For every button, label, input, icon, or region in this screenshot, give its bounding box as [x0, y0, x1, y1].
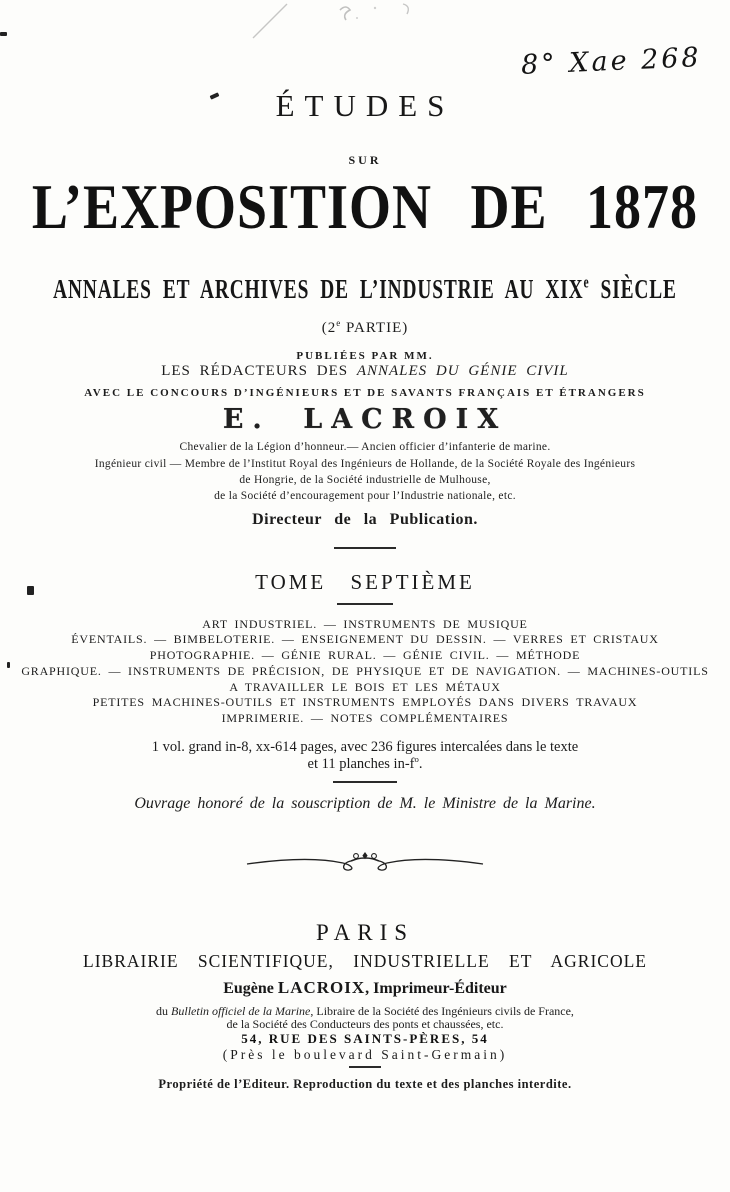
publisher-address: 54, RUE DES SAINTS-PÈRES, 54: [241, 1031, 489, 1046]
volume-description-plates: [0, 756, 730, 773]
author-credential: de Hongrie, de la Société industrielle de Mulhouse,: [239, 474, 491, 486]
affiliation-tail: , Libraire de la Société des Ingénieurs civils de France,: [310, 1004, 574, 1018]
volume-description: 1 vol. grand in-8, xx-614 pages, avec 236 figures intercalées dans le texte: [151, 739, 579, 755]
redacteurs-prefix: LES RÉDACTEURS DES: [161, 363, 357, 379]
subtitle-text: ANNALES ET ARCHIVES DE L’INDUSTRIE AU XIX: [53, 272, 584, 304]
contents-line: A TRAVAILLER LE BOIS ET LES MÉTAUX: [229, 680, 501, 694]
city-name: PARIS: [315, 920, 415, 945]
author-credential: Ingénieur civil — Membre de l’Institut Royal des Ingénieurs de Hollande, de la Société Royale des Ingénieurs: [94, 458, 636, 470]
publisher-affiliation-line: de la Société des Conducteurs des ponts et chaussées, etc.: [226, 1017, 504, 1031]
series-title-connector: SUR: [348, 153, 382, 167]
concours-line: AVEC LE CONCOURS D’INGÉNIEURS ET DE SAVANTS FRANÇAIS ET ÉTRANGERS: [84, 387, 646, 399]
redacteurs-line: [0, 363, 730, 380]
author-credential: Chevalier de la Légion d’honneur.— Ancien officier d’infanterie de marine.: [179, 441, 551, 453]
publisher-name-line: [0, 978, 730, 998]
subtitle: [44, 273, 686, 306]
divider-rule: [337, 603, 393, 605]
published-by-line: PUBLIÉES PAR MM.: [296, 350, 434, 362]
divider-rule: [333, 781, 397, 783]
scan-smudge-marks: [235, 0, 435, 42]
publisher-surname: LACROIX: [277, 978, 366, 997]
dedication-line: Ouvrage honoré de la souscription de M. le Ministre de la Marine.: [134, 795, 596, 812]
publisher-type-line: LIBRAIRIE SCIENTIFIQUE, INDUSTRIELLE ET AGRICOLE: [83, 951, 647, 971]
part-tail: PARTIE): [341, 320, 409, 336]
publisher-role: , Imprimeur-Éditeur: [365, 980, 507, 997]
series-title: ÉTUDES: [275, 88, 455, 123]
contents-line: ÉVENTAILS. — BIMBELOTERIE. — ENSEIGNEMENT DU DESSIN. — VERRES ET CRISTAUX: [71, 632, 659, 646]
handwritten-shelfmark: 8° Xae 268: [520, 42, 703, 81]
affiliation-prefix: du: [156, 1004, 172, 1018]
part-open: (2: [321, 320, 337, 336]
ornament-divider: [245, 845, 485, 875]
publisher-address-note: (Près le boulevard Saint-Germain): [222, 1047, 508, 1062]
redacteurs-journal-name: ANNALES DU GÉNIE CIVIL: [356, 363, 569, 379]
contents-line: PETITES MACHINES-OUTILS ET INSTRUMENTS EMPLOYÉS DANS DIVERS TRAVAUX: [92, 695, 638, 709]
contents-line: ART INDUSTRIEL. — INSTRUMENTS DE MUSIQUE: [202, 617, 528, 631]
part-superscript: e: [336, 318, 342, 328]
subtitle-tail: SIÈCLE: [589, 272, 677, 304]
affiliation-journal: Bulletin officiel de la Marine: [171, 1004, 311, 1018]
publisher-firstname: Eugène: [223, 980, 278, 997]
subtitle-superscript: e: [583, 272, 590, 292]
main-title: L’EXPOSITION DE 1878: [31, 171, 699, 243]
divider-rule: [334, 547, 396, 549]
plates-superscript: o: [414, 754, 419, 765]
contents-line: IMPRIMERIE. — NOTES COMPLÉMENTAIRES: [221, 711, 509, 725]
divider-rule: [349, 1066, 381, 1068]
ink-speck: [0, 32, 7, 36]
volume-title: TOME SEPTIÈME: [255, 570, 475, 594]
contents-line: GRAPHIQUE. — INSTRUMENTS DE PRÉCISION, DE PHYSIQUE ET DE NAVIGATION. — MACHINES-OUTILS: [21, 664, 709, 678]
director-line: Directeur de la Publication.: [252, 511, 478, 528]
contents-line: PHOTOGRAPHIE. — GÉNIE RURAL. — GÉNIE CIVIL. — MÉTHODE: [149, 648, 581, 662]
plates-text: et 11 planches in-f: [307, 756, 415, 772]
part-number: [0, 320, 730, 337]
copyright-line: Propriété de l’Editeur. Reproduction du texte et des planches interdite.: [158, 1077, 572, 1091]
plates-tail: .: [418, 756, 423, 772]
author-name: E. LACROIX: [222, 404, 508, 435]
author-credential: de la Société d’encouragement pour l’Industrie nationale, etc.: [214, 490, 516, 502]
